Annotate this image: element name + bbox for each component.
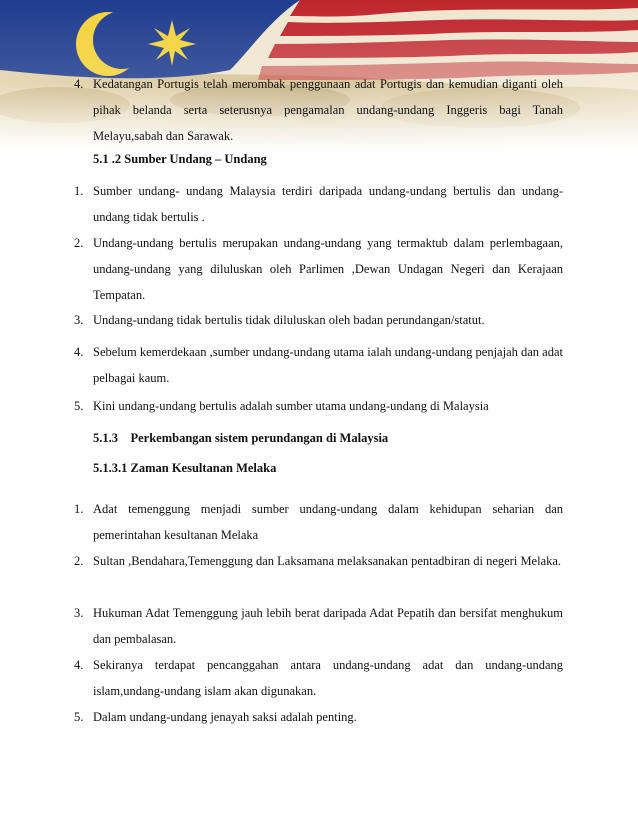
- section-heading-kesultanan-melaka: 5.1.3.1 Zaman Kesultanan Melaka: [93, 461, 277, 475]
- list-number: 1.: [74, 502, 84, 516]
- list-item-text: Sebelum kemerdekaan ,sumber undang-undang utama ialah undang-undang penjajah dan adat pelbagai kaum.: [93, 345, 563, 385]
- list-number: 1.: [74, 184, 84, 198]
- list-item-text: Hukuman Adat Temenggung jauh lebih berat daripada Adat Pepatih dan bersifat menghukum dan pembalasan.: [93, 606, 563, 646]
- list-number: 4.: [74, 345, 84, 359]
- list-item-text: Undang-undang bertulis merupakan undang-undang yang termaktub dalam perlembagaan, undang-undang yang diluluskan oleh Parlimen ,Dewan Undagan Negeri dan Kerajaan Tempatan.: [93, 236, 563, 302]
- list-item-text: Dalam undang-undang jenayah saksi adalah penting.: [93, 710, 357, 724]
- list-number: 3.: [74, 606, 84, 620]
- list-number: 5.: [74, 710, 84, 724]
- list-number: 5.: [74, 399, 84, 413]
- list-number: 3.: [74, 313, 84, 327]
- list-number: 4.: [74, 77, 84, 91]
- list-number: 2.: [74, 554, 84, 568]
- list-item-text: Sumber undang- undang Malaysia terdiri daripada undang-undang bertulis dan undang-undang tidak bertulis .: [93, 184, 563, 224]
- list-item-text: Undang-undang tidak bertulis tidak diluluskan oleh badan perundangan/statut.: [93, 313, 485, 327]
- list-item-text: Sekiranya terdapat pencanggahan antara undang-undang adat dan undang-undang islam,undang-undang islam akan digunakan.: [93, 658, 563, 698]
- list-item-text: Kini undang-undang bertulis adalah sumber utama undang-undang di Malaysia: [93, 399, 489, 413]
- list-number: 2.: [74, 236, 84, 250]
- list-item-text: Sultan ,Bendahara,Temenggung dan Laksamana melaksanakan pentadbiran di negeri Melaka.: [93, 554, 562, 568]
- section-heading-sumber-undang: 5.1 .2 Sumber Undang – Undang: [93, 152, 267, 166]
- list-number: 4.: [74, 658, 84, 672]
- section-heading-perkembangan: 5.1.3 Perkembangan sistem perundangan di Malaysia: [93, 431, 389, 445]
- list-item-text: Adat temenggung menjadi sumber undang-undang dalam kehidupan seharian dan pemerintahan kesultanan Melaka: [93, 502, 563, 542]
- list-item-text: Kedatangan Portugis telah merombak penggunaan adat Portugis dan kemudian diganti oleh pihak belanda serta seterusnya pengamalan undang-undang Inggeris bagi Tanah Melayu,sabah dan Sarawak.: [93, 77, 563, 143]
